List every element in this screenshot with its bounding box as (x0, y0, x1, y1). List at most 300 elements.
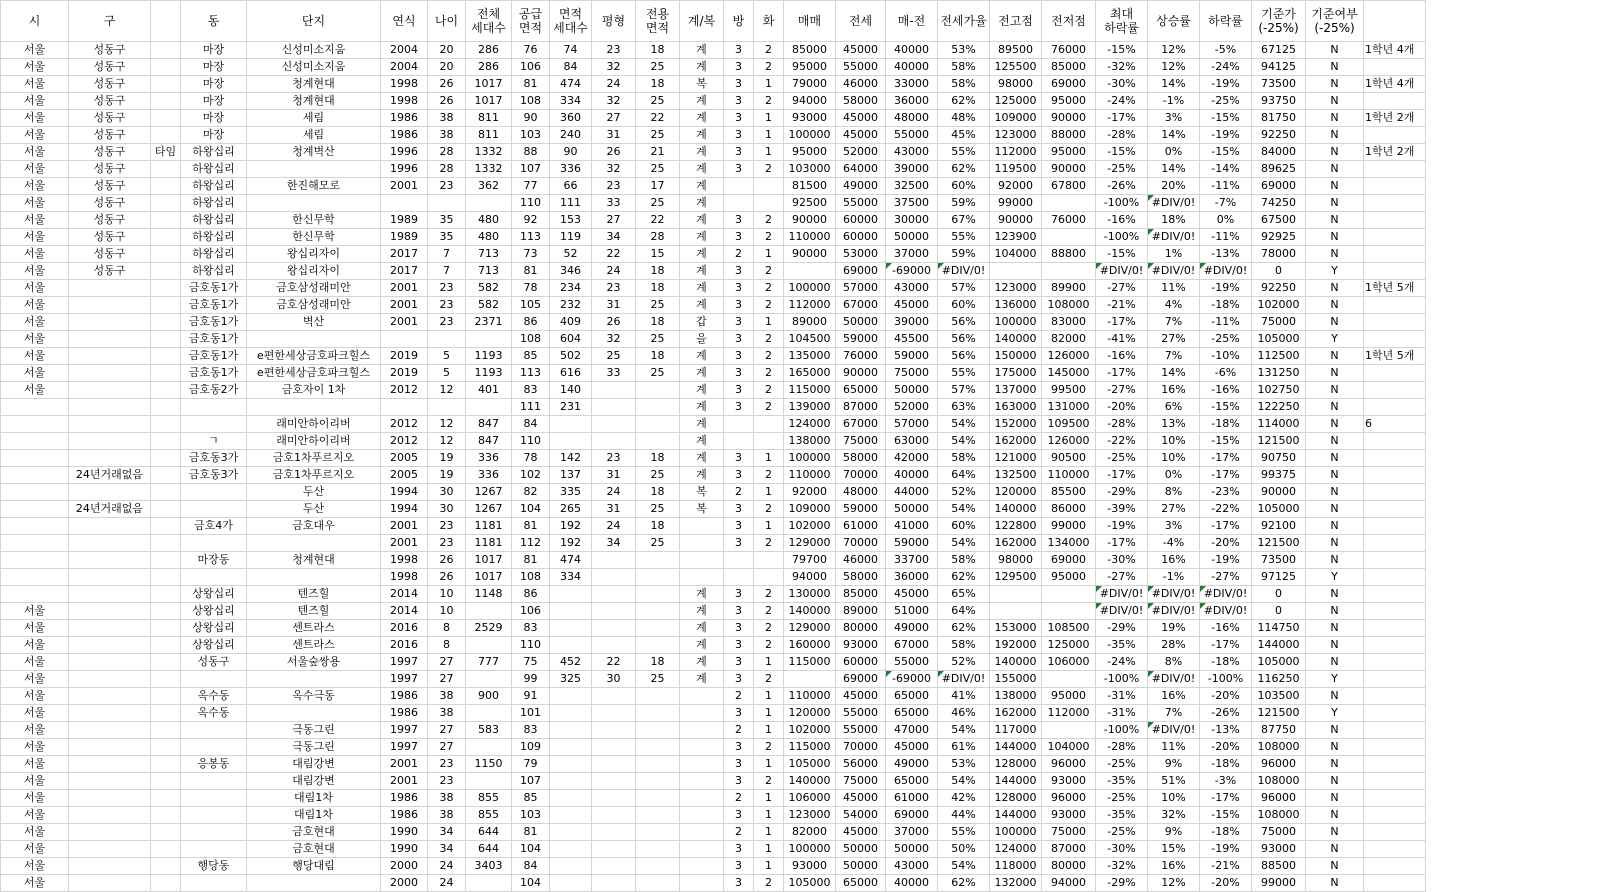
cell-age[interactable]: 24 (428, 858, 466, 875)
cell-rooms[interactable]: 3 (724, 671, 754, 688)
cell-district[interactable] (69, 433, 151, 450)
cell-tag[interactable] (151, 161, 181, 178)
cell-base-price[interactable]: 87750 (1252, 722, 1306, 739)
cell-sale-minus-jeonse[interactable]: 67000 (886, 637, 938, 654)
cell-age[interactable]: 24 (428, 875, 466, 892)
cell-built-year[interactable]: 1998 (381, 93, 428, 110)
cell-sale-minus-jeonse[interactable]: 50000 (886, 382, 938, 399)
cell-type[interactable]: 을 (680, 331, 724, 348)
cell-total-units[interactable] (466, 399, 512, 416)
cell-jeonse-price[interactable]: 56000 (836, 756, 886, 773)
cell-prev-high[interactable]: 137000 (990, 382, 1042, 399)
cell-exclusive-area[interactable] (636, 688, 680, 705)
cell-jeonse-ratio[interactable]: 60% (938, 297, 990, 314)
cell-total-units[interactable]: 1148 (466, 586, 512, 603)
cell-note[interactable] (1364, 824, 1426, 841)
cell-drop-rate[interactable]: -25% (1200, 93, 1252, 110)
cell-supply-area[interactable]: 81 (512, 552, 550, 569)
cell-age[interactable]: 38 (428, 705, 466, 722)
cell-complex[interactable]: 청계현대 (247, 93, 381, 110)
cell-exclusive-area[interactable]: 25 (636, 297, 680, 314)
cell-base-price[interactable]: 99000 (1252, 875, 1306, 892)
cell-prev-low[interactable]: 90000 (1042, 110, 1096, 127)
cell-area-units[interactable]: 360 (550, 110, 592, 127)
cell-district[interactable] (69, 705, 151, 722)
cell-exclusive-area[interactable]: 25 (636, 331, 680, 348)
cell-pyeong[interactable] (592, 739, 636, 756)
cell-total-units[interactable]: 900 (466, 688, 512, 705)
cell-base-price[interactable]: 96000 (1252, 756, 1306, 773)
cell-prev-high[interactable]: 144000 (990, 739, 1042, 756)
cell-drop-rate[interactable]: -3% (1200, 773, 1252, 790)
cell-pyeong[interactable] (592, 637, 636, 654)
cell-supply-area[interactable]: 84 (512, 416, 550, 433)
cell-sale-minus-jeonse[interactable]: 37000 (886, 824, 938, 841)
cell-age[interactable]: 23 (428, 535, 466, 552)
cell-sale-price[interactable]: 138000 (784, 433, 836, 450)
cell-jeonse-price[interactable]: 50000 (836, 314, 886, 331)
cell-max-drop-rate[interactable]: -17% (1096, 467, 1148, 484)
cell-pyeong[interactable] (592, 790, 636, 807)
cell-note[interactable]: 1학년 4개 (1364, 42, 1426, 59)
cell-prev-high[interactable]: 98000 (990, 76, 1042, 93)
cell-rooms[interactable]: 3 (724, 535, 754, 552)
cell-age[interactable]: 38 (428, 790, 466, 807)
cell-note[interactable] (1364, 756, 1426, 773)
cell-note[interactable] (1364, 841, 1426, 858)
cell-pyeong[interactable]: 26 (592, 314, 636, 331)
cell-district[interactable] (69, 280, 151, 297)
cell-note[interactable] (1364, 314, 1426, 331)
cell-type[interactable] (680, 773, 724, 790)
cell-base-price[interactable]: 81750 (1252, 110, 1306, 127)
cell-total-units[interactable]: 644 (466, 824, 512, 841)
cell-pyeong[interactable] (592, 807, 636, 824)
cell-tag[interactable] (151, 212, 181, 229)
cell-max-drop-rate[interactable]: -15% (1096, 246, 1148, 263)
cell-age[interactable]: 8 (428, 637, 466, 654)
cell-supply-area[interactable]: 105 (512, 297, 550, 314)
cell-base-flag[interactable]: N (1306, 212, 1364, 229)
cell-district[interactable] (69, 365, 151, 382)
cell-sale-minus-jeonse[interactable]: 52000 (886, 399, 938, 416)
cell-baths[interactable]: 2 (754, 603, 784, 620)
cell-rise-rate[interactable]: 12% (1148, 42, 1200, 59)
cell-total-units[interactable]: 1193 (466, 365, 512, 382)
cell-base-flag[interactable]: N (1306, 195, 1364, 212)
cell-note[interactable] (1364, 569, 1426, 586)
cell-total-units[interactable]: 3403 (466, 858, 512, 875)
cell-area-units[interactable] (550, 824, 592, 841)
cell-drop-rate[interactable]: -20% (1200, 875, 1252, 892)
cell-prev-high[interactable]: 129500 (990, 569, 1042, 586)
cell-jeonse-ratio[interactable]: 42% (938, 790, 990, 807)
cell-built-year[interactable]: 1998 (381, 76, 428, 93)
cell-jeonse-ratio[interactable]: 56% (938, 348, 990, 365)
cell-sale-minus-jeonse[interactable]: 65000 (886, 705, 938, 722)
cell-city[interactable]: 서울 (1, 756, 69, 773)
cell-dong[interactable]: 하왕십리 (181, 212, 247, 229)
cell-drop-rate[interactable]: -21% (1200, 858, 1252, 875)
cell-base-flag[interactable]: N (1306, 76, 1364, 93)
cell-built-year[interactable]: 1989 (381, 212, 428, 229)
cell-supply-area[interactable]: 102 (512, 467, 550, 484)
cell-max-drop-rate[interactable]: -29% (1096, 875, 1148, 892)
cell-dong[interactable]: 금호동1가 (181, 365, 247, 382)
cell-sale-price[interactable]: 140000 (784, 603, 836, 620)
cell-note[interactable] (1364, 297, 1426, 314)
cell-sale-minus-jeonse[interactable]: 59000 (886, 348, 938, 365)
cell-sale-price[interactable]: 112000 (784, 297, 836, 314)
cell-supply-area[interactable]: 81 (512, 518, 550, 535)
cell-rise-rate[interactable]: 16% (1148, 552, 1200, 569)
cell-sale-minus-jeonse[interactable]: 43000 (886, 858, 938, 875)
cell-base-price[interactable]: 108000 (1252, 773, 1306, 790)
cell-rise-rate[interactable]: 3% (1148, 110, 1200, 127)
cell-exclusive-area[interactable]: 22 (636, 212, 680, 229)
cell-dong[interactable]: 마장 (181, 59, 247, 76)
cell-rise-rate[interactable]: 6% (1148, 399, 1200, 416)
cell-rooms[interactable] (724, 433, 754, 450)
cell-complex[interactable]: 벽산 (247, 314, 381, 331)
cell-jeonse-price[interactable]: 70000 (836, 535, 886, 552)
cell-prev-high[interactable]: 192000 (990, 637, 1042, 654)
cell-complex[interactable]: 센트라스 (247, 637, 381, 654)
cell-pyeong[interactable] (592, 382, 636, 399)
cell-district[interactable] (69, 586, 151, 603)
cell-total-units[interactable]: 1267 (466, 484, 512, 501)
cell-prev-high[interactable]: 163000 (990, 399, 1042, 416)
cell-tag[interactable] (151, 110, 181, 127)
cell-note[interactable]: 1학년 4개 (1364, 76, 1426, 93)
cell-rise-rate[interactable]: 7% (1148, 348, 1200, 365)
cell-prev-high[interactable]: 136000 (990, 297, 1042, 314)
cell-total-units[interactable]: 1193 (466, 348, 512, 365)
cell-base-flag[interactable]: N (1306, 314, 1364, 331)
cell-drop-rate[interactable]: -17% (1200, 637, 1252, 654)
cell-city[interactable] (1, 569, 69, 586)
cell-supply-area[interactable]: 81 (512, 263, 550, 280)
cell-type[interactable]: 계 (680, 161, 724, 178)
cell-built-year[interactable]: 2001 (381, 518, 428, 535)
cell-jeonse-price[interactable]: 45000 (836, 688, 886, 705)
cell-exclusive-area[interactable] (636, 569, 680, 586)
cell-baths[interactable]: 2 (754, 59, 784, 76)
cell-prev-low[interactable]: 134000 (1042, 535, 1096, 552)
cell-baths[interactable]: 2 (754, 773, 784, 790)
col-header-prev-high[interactable]: 전고점 (990, 1, 1042, 42)
cell-drop-rate[interactable]: #DIV/0! (1200, 586, 1252, 603)
cell-tag[interactable] (151, 331, 181, 348)
cell-tag[interactable] (151, 722, 181, 739)
cell-baths[interactable]: 1 (754, 688, 784, 705)
cell-base-flag[interactable]: N (1306, 858, 1364, 875)
cell-district[interactable]: 24년거래없음 (69, 501, 151, 518)
cell-max-drop-rate[interactable]: -32% (1096, 858, 1148, 875)
cell-dong[interactable]: 금호동3가 (181, 450, 247, 467)
cell-total-units[interactable] (466, 195, 512, 212)
col-header-built-year[interactable]: 연식 (381, 1, 428, 42)
cell-jeonse-ratio[interactable]: 54% (938, 858, 990, 875)
cell-jeonse-price[interactable]: 69000 (836, 263, 886, 280)
cell-base-flag[interactable]: N (1306, 586, 1364, 603)
cell-drop-rate[interactable]: -23% (1200, 484, 1252, 501)
cell-jeonse-price[interactable]: 57000 (836, 280, 886, 297)
cell-jeonse-price[interactable]: 58000 (836, 450, 886, 467)
col-header-note[interactable] (1364, 1, 1426, 42)
cell-base-flag[interactable]: N (1306, 739, 1364, 756)
cell-exclusive-area[interactable]: 25 (636, 671, 680, 688)
col-header-jeonse-ratio[interactable]: 전세가율 (938, 1, 990, 42)
cell-rooms[interactable] (724, 552, 754, 569)
cell-exclusive-area[interactable]: 25 (636, 161, 680, 178)
cell-dong[interactable] (181, 773, 247, 790)
cell-district[interactable]: 성동구 (69, 178, 151, 195)
cell-area-units[interactable]: 240 (550, 127, 592, 144)
cell-sale-price[interactable]: 100000 (784, 450, 836, 467)
cell-district[interactable] (69, 620, 151, 637)
cell-prev-low[interactable]: 88000 (1042, 127, 1096, 144)
cell-drop-rate[interactable]: -19% (1200, 76, 1252, 93)
cell-type[interactable] (680, 722, 724, 739)
cell-exclusive-area[interactable]: 17 (636, 178, 680, 195)
cell-district[interactable] (69, 875, 151, 892)
cell-sale-minus-jeonse[interactable]: 43000 (886, 280, 938, 297)
cell-sale-minus-jeonse[interactable]: 39000 (886, 161, 938, 178)
cell-supply-area[interactable]: 78 (512, 450, 550, 467)
cell-jeonse-ratio[interactable]: 55% (938, 144, 990, 161)
cell-base-price[interactable]: 67500 (1252, 212, 1306, 229)
cell-note[interactable] (1364, 705, 1426, 722)
cell-base-flag[interactable]: N (1306, 603, 1364, 620)
cell-total-units[interactable]: 811 (466, 127, 512, 144)
cell-max-drop-rate[interactable]: -100% (1096, 195, 1148, 212)
cell-drop-rate[interactable]: -26% (1200, 705, 1252, 722)
cell-sale-price[interactable]: 79700 (784, 552, 836, 569)
cell-exclusive-area[interactable]: 18 (636, 484, 680, 501)
cell-jeonse-ratio[interactable]: 62% (938, 569, 990, 586)
cell-sale-price[interactable]: 94000 (784, 93, 836, 110)
cell-supply-area[interactable]: 106 (512, 603, 550, 620)
cell-age[interactable]: 26 (428, 552, 466, 569)
cell-sale-minus-jeonse[interactable]: 41000 (886, 518, 938, 535)
cell-type[interactable]: 계 (680, 280, 724, 297)
cell-prev-high[interactable]: 98000 (990, 552, 1042, 569)
cell-rise-rate[interactable]: 12% (1148, 59, 1200, 76)
cell-district[interactable] (69, 841, 151, 858)
cell-tag[interactable] (151, 807, 181, 824)
cell-jeonse-price[interactable]: 55000 (836, 59, 886, 76)
cell-exclusive-area[interactable]: 25 (636, 127, 680, 144)
cell-jeonse-price[interactable]: 50000 (836, 858, 886, 875)
cell-baths[interactable]: 2 (754, 161, 784, 178)
cell-age[interactable]: 23 (428, 773, 466, 790)
cell-rooms[interactable]: 2 (724, 246, 754, 263)
cell-age[interactable]: 35 (428, 212, 466, 229)
cell-rooms[interactable]: 3 (724, 314, 754, 331)
cell-dong[interactable]: 마장 (181, 76, 247, 93)
cell-base-price[interactable]: 67125 (1252, 42, 1306, 59)
cell-sale-price[interactable]: 94000 (784, 569, 836, 586)
cell-rise-rate[interactable]: 27% (1148, 331, 1200, 348)
cell-city[interactable]: 서울 (1, 807, 69, 824)
cell-jeonse-price[interactable]: 53000 (836, 246, 886, 263)
col-header-city[interactable]: 시 (1, 1, 69, 42)
cell-note[interactable] (1364, 93, 1426, 110)
cell-jeonse-price[interactable]: 59000 (836, 501, 886, 518)
cell-type[interactable]: 계 (680, 433, 724, 450)
cell-sale-price[interactable]: 105000 (784, 756, 836, 773)
cell-complex[interactable] (247, 875, 381, 892)
cell-rooms[interactable]: 3 (724, 93, 754, 110)
cell-sale-price[interactable]: 135000 (784, 348, 836, 365)
cell-pyeong[interactable]: 22 (592, 654, 636, 671)
cell-baths[interactable]: 1 (754, 127, 784, 144)
cell-prev-low[interactable]: 69000 (1042, 552, 1096, 569)
cell-sale-price[interactable]: 115000 (784, 382, 836, 399)
cell-prev-high[interactable]: 122800 (990, 518, 1042, 535)
cell-total-units[interactable]: 1332 (466, 161, 512, 178)
cell-complex[interactable]: 한진해모로 (247, 178, 381, 195)
cell-total-units[interactable]: 286 (466, 59, 512, 76)
cell-prev-high[interactable]: 118000 (990, 858, 1042, 875)
cell-sale-price[interactable]: 89000 (784, 314, 836, 331)
cell-type[interactable]: 계 (680, 365, 724, 382)
col-header-max-drop-rate[interactable]: 최대 하락률 (1096, 1, 1148, 42)
cell-pyeong[interactable] (592, 416, 636, 433)
cell-age[interactable]: 20 (428, 42, 466, 59)
cell-complex[interactable] (247, 331, 381, 348)
cell-base-flag[interactable]: N (1306, 280, 1364, 297)
cell-dong[interactable]: 금호동1가 (181, 348, 247, 365)
cell-tag[interactable] (151, 773, 181, 790)
cell-rooms[interactable]: 3 (724, 705, 754, 722)
cell-rooms[interactable]: 3 (724, 875, 754, 892)
cell-jeonse-ratio[interactable]: #DIV/0! (938, 263, 990, 280)
col-header-complex[interactable]: 단지 (247, 1, 381, 42)
cell-base-flag[interactable]: N (1306, 297, 1364, 314)
cell-jeonse-ratio[interactable]: 58% (938, 450, 990, 467)
cell-prev-high[interactable]: 128000 (990, 790, 1042, 807)
cell-jeonse-ratio[interactable]: 55% (938, 229, 990, 246)
cell-jeonse-price[interactable]: 75000 (836, 433, 886, 450)
cell-drop-rate[interactable]: -6% (1200, 365, 1252, 382)
cell-tag[interactable] (151, 76, 181, 93)
cell-complex[interactable] (247, 671, 381, 688)
cell-baths[interactable]: 1 (754, 654, 784, 671)
cell-age[interactable]: 23 (428, 518, 466, 535)
cell-prev-low[interactable] (1042, 671, 1096, 688)
cell-max-drop-rate[interactable]: -39% (1096, 501, 1148, 518)
cell-base-price[interactable]: 112500 (1252, 348, 1306, 365)
cell-tag[interactable] (151, 263, 181, 280)
cell-total-units[interactable]: 1267 (466, 501, 512, 518)
cell-district[interactable]: 성동구 (69, 93, 151, 110)
cell-built-year[interactable]: 2004 (381, 42, 428, 59)
cell-baths[interactable]: 1 (754, 450, 784, 467)
col-header-rise-rate[interactable]: 상승률 (1148, 1, 1200, 42)
cell-dong[interactable] (181, 535, 247, 552)
cell-note[interactable] (1364, 773, 1426, 790)
cell-base-price[interactable]: 0 (1252, 586, 1306, 603)
cell-prev-low[interactable] (1042, 586, 1096, 603)
cell-prev-high[interactable]: 152000 (990, 416, 1042, 433)
cell-type[interactable]: 계 (680, 382, 724, 399)
cell-drop-rate[interactable]: -17% (1200, 450, 1252, 467)
cell-prev-high[interactable]: 140000 (990, 331, 1042, 348)
cell-prev-high[interactable]: 119500 (990, 161, 1042, 178)
cell-rooms[interactable]: 3 (724, 76, 754, 93)
cell-jeonse-price[interactable]: 55000 (836, 195, 886, 212)
cell-complex[interactable]: 센트라스 (247, 620, 381, 637)
cell-city[interactable]: 서울 (1, 178, 69, 195)
cell-complex[interactable]: 왕십리자이 (247, 246, 381, 263)
cell-prev-low[interactable]: 108500 (1042, 620, 1096, 637)
cell-prev-low[interactable] (1042, 603, 1096, 620)
cell-baths[interactable]: 2 (754, 229, 784, 246)
col-header-sale-price[interactable]: 매매 (784, 1, 836, 42)
cell-jeonse-ratio[interactable]: 54% (938, 773, 990, 790)
cell-rooms[interactable] (724, 416, 754, 433)
cell-city[interactable] (1, 552, 69, 569)
col-header-jeonse-price[interactable]: 전세 (836, 1, 886, 42)
cell-rooms[interactable]: 2 (724, 790, 754, 807)
cell-jeonse-ratio[interactable]: 60% (938, 518, 990, 535)
cell-jeonse-ratio[interactable]: 56% (938, 314, 990, 331)
cell-complex[interactable]: e편한세상금호파크힐스 (247, 348, 381, 365)
cell-max-drop-rate[interactable]: -25% (1096, 756, 1148, 773)
cell-base-flag[interactable]: Y (1306, 569, 1364, 586)
cell-rise-rate[interactable]: 4% (1148, 297, 1200, 314)
cell-rise-rate[interactable]: 14% (1148, 76, 1200, 93)
cell-total-units[interactable]: 286 (466, 42, 512, 59)
cell-district[interactable]: 성동구 (69, 59, 151, 76)
cell-drop-rate[interactable]: -18% (1200, 824, 1252, 841)
cell-baths[interactable]: 2 (754, 399, 784, 416)
cell-age[interactable]: 19 (428, 467, 466, 484)
cell-total-units[interactable]: 713 (466, 246, 512, 263)
cell-sale-minus-jeonse[interactable]: 40000 (886, 467, 938, 484)
cell-baths[interactable]: 2 (754, 586, 784, 603)
cell-rooms[interactable]: 3 (724, 586, 754, 603)
cell-jeonse-price[interactable]: 45000 (836, 824, 886, 841)
cell-total-units[interactable] (466, 637, 512, 654)
cell-age[interactable]: 19 (428, 450, 466, 467)
cell-type[interactable]: 계 (680, 195, 724, 212)
cell-total-units[interactable]: 713 (466, 263, 512, 280)
cell-complex[interactable]: 청계현대 (247, 76, 381, 93)
cell-exclusive-area[interactable] (636, 433, 680, 450)
cell-rise-rate[interactable]: #DIV/0! (1148, 263, 1200, 280)
cell-sale-minus-jeonse[interactable]: 59000 (886, 535, 938, 552)
cell-city[interactable]: 서울 (1, 59, 69, 76)
cell-sale-minus-jeonse[interactable]: 33700 (886, 552, 938, 569)
cell-max-drop-rate[interactable]: #DIV/0! (1096, 603, 1148, 620)
cell-district[interactable] (69, 382, 151, 399)
cell-tag[interactable] (151, 535, 181, 552)
cell-prev-low[interactable] (1042, 229, 1096, 246)
cell-built-year[interactable]: 2014 (381, 586, 428, 603)
cell-sale-price[interactable]: 130000 (784, 586, 836, 603)
cell-rise-rate[interactable]: #DIV/0! (1148, 671, 1200, 688)
cell-rise-rate[interactable]: #DIV/0! (1148, 603, 1200, 620)
cell-supply-area[interactable]: 104 (512, 501, 550, 518)
cell-baths[interactable] (754, 195, 784, 212)
cell-sale-minus-jeonse[interactable]: 49000 (886, 620, 938, 637)
cell-complex[interactable]: 신성미소지움 (247, 59, 381, 76)
cell-max-drop-rate[interactable]: #DIV/0! (1096, 263, 1148, 280)
cell-total-units[interactable]: 855 (466, 807, 512, 824)
